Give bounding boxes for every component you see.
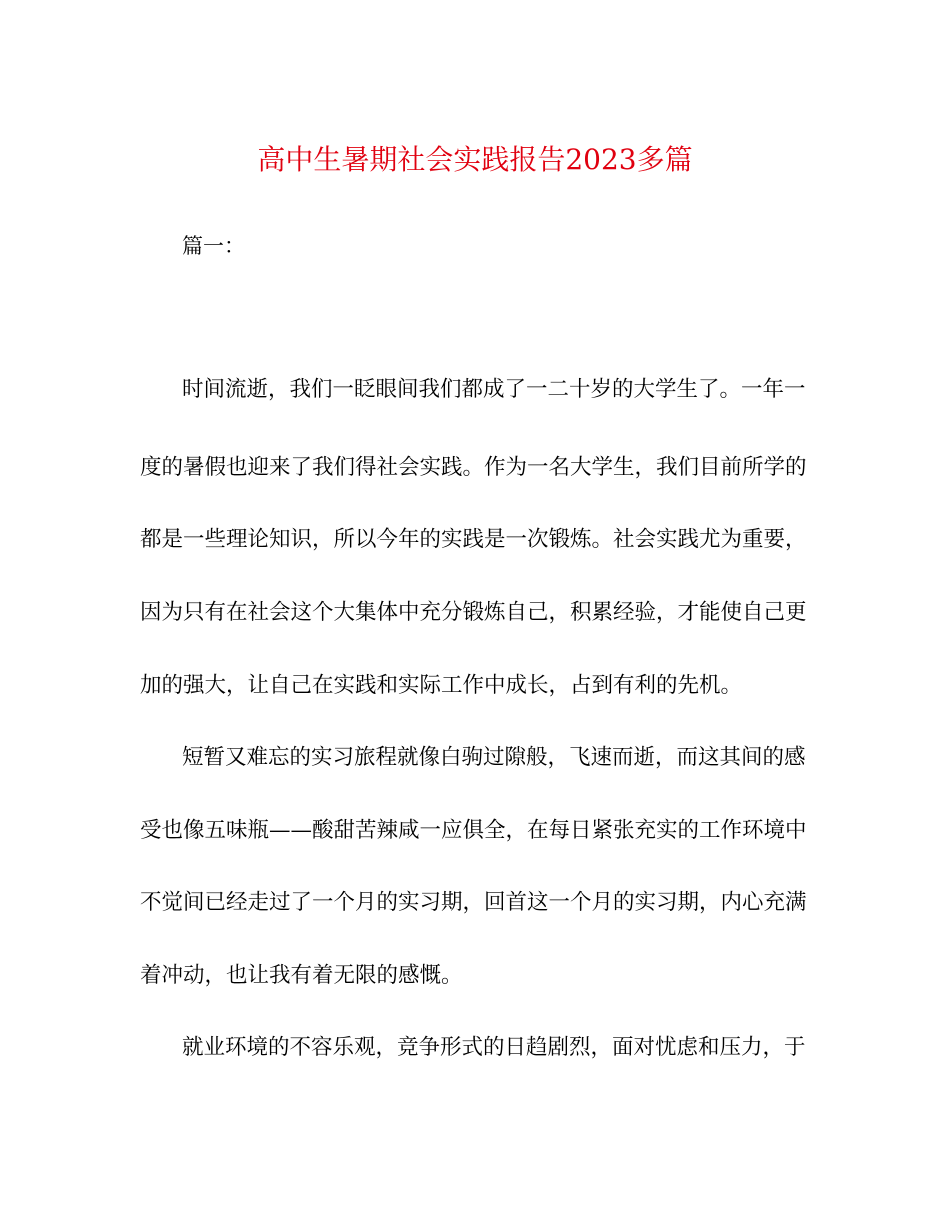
paragraph-3-line-1: 就业环境的不容乐观，竞争形式的日趋剧烈，面对忧虑和压力，于 — [182, 1035, 806, 1060]
paragraph-1-line-2: 度的暑假也迎来了我们得社会实践。作为一名大学生，我们目前所学的 — [140, 455, 807, 480]
paragraph-2-line-3: 不觉间已经走过了一个月的实习期，回首这一个月的实习期，内心充满 — [140, 890, 807, 915]
section-label: 篇一： — [182, 234, 245, 258]
paragraph-2-line-1: 短暂又难忘的实习旅程就像白驹过隙般，飞速而逝，而这其间的感 — [182, 745, 806, 770]
paragraph-2-line-4: 着冲动，也让我有着无限的感慨。 — [140, 963, 463, 988]
paragraph-1-line-3: 都是一些理论知识，所以今年的实践是一次锻炼。社会实践尤为重要， — [140, 527, 807, 552]
paragraph-1-line-1: 时间流逝，我们一眨眼间我们都成了一二十岁的大学生了。一年一 — [182, 377, 806, 402]
paragraph-1-line-5: 加的强大，让自己在实践和实际工作中成长，占到有利的先机。 — [140, 673, 743, 698]
paragraph-2-line-2: 受也像五味瓶——酸甜苦辣咸一应俱全，在每日紧张充实的工作环境中 — [140, 818, 807, 843]
paragraph-1-line-4: 因为只有在社会这个大集体中充分锻炼自己，积累经验，才能使自己更 — [140, 600, 807, 625]
document-title: 高中生暑期社会实践报告2023多篇 — [257, 143, 693, 176]
